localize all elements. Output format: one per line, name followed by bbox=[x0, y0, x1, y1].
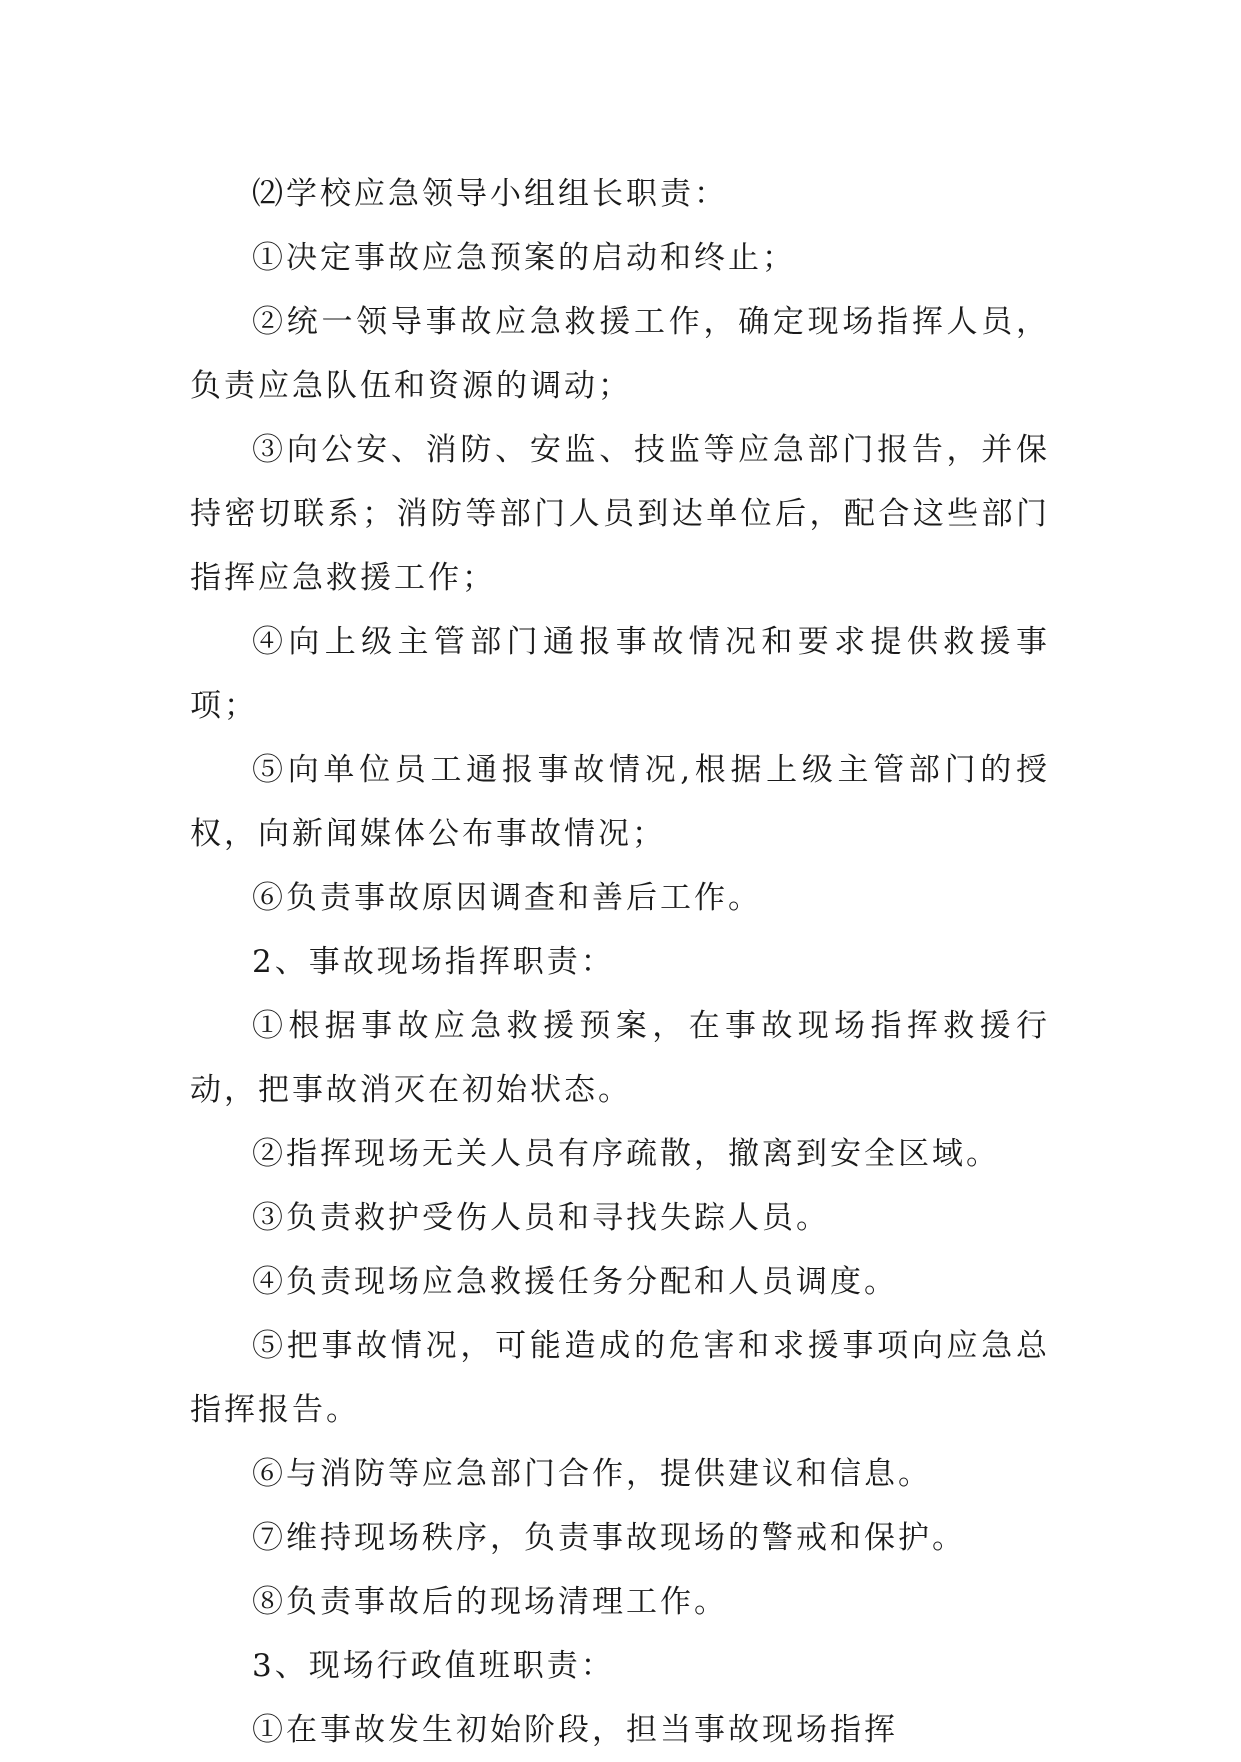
paragraph-commander-duty-2: ②指挥现场无关人员有序疏散，撤离到安全区域。 bbox=[252, 1136, 1000, 1172]
paragraph-leader-duty-2: ②统一领导事故应急救援工作，确定现场指挥人员，负责应急队伍和资源的调动； bbox=[190, 304, 1050, 404]
paragraph-commander-duty-5: ⑤把事故情况，可能造成的危害和求援事项向应急总指挥报告。 bbox=[190, 1328, 1050, 1428]
paragraph-leader-duty-1: ①决定事故应急预案的启动和终止； bbox=[252, 240, 796, 276]
paragraph-commander-duty-4: ④负责现场应急救援任务分配和人员调度。 bbox=[252, 1264, 898, 1300]
paragraph-leader-duty-3: ③向公安、消防、安监、技监等应急部门报告，并保持密切联系；消防等部门人员到达单位后，配合这些部门指挥应急救援工作； bbox=[190, 432, 1050, 596]
paragraph-commander-duty-1: ①根据事故应急救援预案，在事故现场指挥救援行动，把事故消灭在初始状态。 bbox=[190, 1008, 1050, 1108]
paragraph-commander-duty-3: ③负责救护受伤人员和寻找失踪人员。 bbox=[252, 1200, 830, 1236]
paragraph-leader-duty-4: ④向上级主管部门通报事故情况和要求提供救援事项； bbox=[190, 624, 1050, 724]
paragraph-duty-officer-heading: 3、现场行政值班职责： bbox=[252, 1648, 615, 1684]
paragraph-leader-duty-6: ⑥负责事故原因调查和善后工作。 bbox=[252, 880, 762, 916]
paragraph-commander-duty-8: ⑧负责事故后的现场清理工作。 bbox=[252, 1584, 728, 1620]
paragraph-leader-duty-5: ⑤向单位员工通报事故情况,根据上级主管部门的授权，向新闻媒体公布事故情况； bbox=[190, 752, 1050, 852]
paragraph-commander-duty-7: ⑦维持现场秩序，负责事故现场的警戒和保护。 bbox=[252, 1520, 966, 1556]
paragraph-site-commander-duties-heading: 2、事故现场指挥职责： bbox=[252, 944, 615, 980]
paragraph-duty-officer-duty-1: ①在事故发生初始阶段，担当事故现场指挥 bbox=[252, 1712, 898, 1748]
paragraph-team-leader-duties-heading: ⑵学校应急领导小组组长职责： bbox=[252, 176, 728, 212]
document-body bbox=[190, 162, 1050, 1762]
paragraph-commander-duty-6: ⑥与消防等应急部门合作，提供建议和信息。 bbox=[252, 1456, 932, 1492]
